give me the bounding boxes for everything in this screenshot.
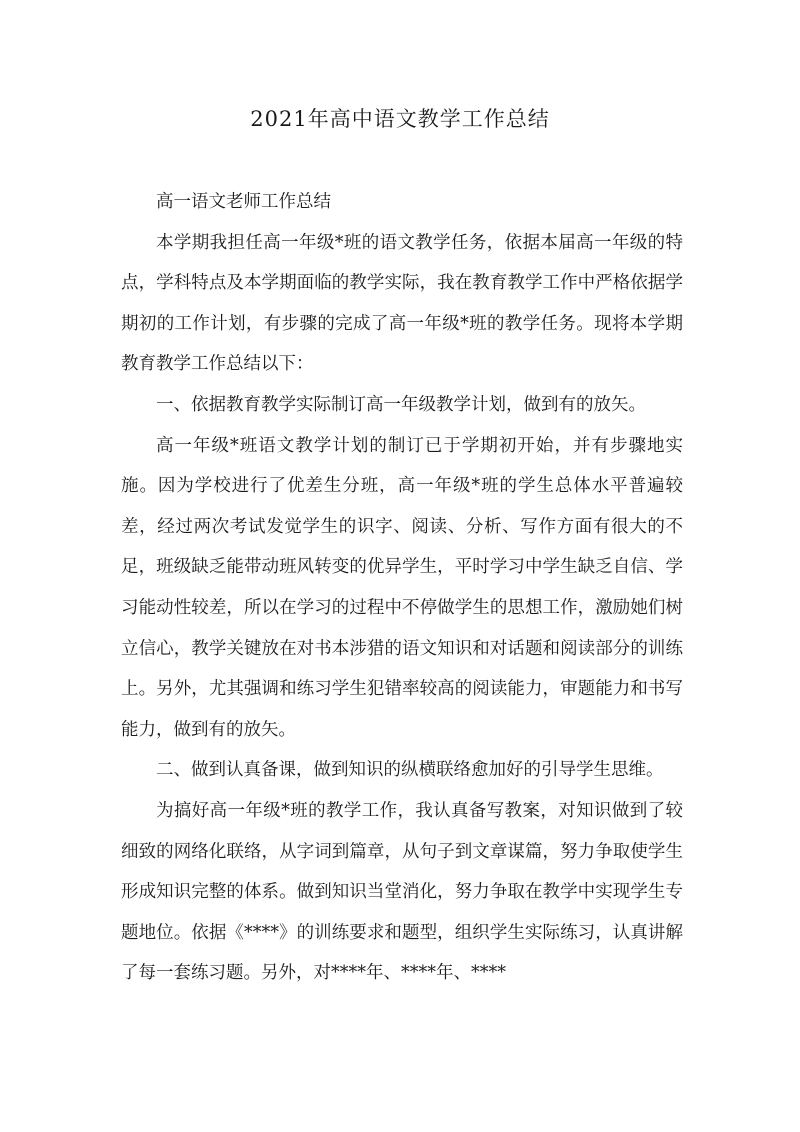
paragraph-subtitle: 高一语文老师工作总结: [156, 192, 331, 212]
document-body: [121, 182, 683, 994]
paragraph-section-2: 为搞好高一年级*班的教学工作，我认真备写教案，对知识做到了较细致的网络化联络，从字词到篇章，从句子到文章谋篇，努力争取使学生形成知识完整的体系。做到知识当堂消化，努力争取在教学中实现学生专题地位。依据《****》的训练要求和题型，组织学生实际练习，认真讲解了每一套练习题。另外，对****年、****年、****: [121, 800, 683, 984]
section-heading-2: 二、做到认真备课，做到知识的纵横联络愈加好的引导学生思维。: [156, 760, 664, 781]
paragraph-intro: 本学期我担任高一年级*班的语文教学任务，依据本届高一年级的特点，学科特点及本学期面临的教学实际，我在教育教学工作中严格依据学期初的工作计划，有步骤的完成了高一年级*班的教学任务。现将本学期教育教学工作总结以下：: [121, 232, 683, 375]
paragraph-section-1: 高一年级*班语文教学计划的制订已于学期初开始，并有步骤地实施。因为学校进行了优差生分班，高一年级*班的学生总体水平普遍较差，经过两次考试发觉学生的识字、阅读、分析、写作方面有很大的不足，班级缺乏能带动班风转变的优异学生，平时学习中学生缺乏自信、学习能动性较差，所以在学习的过程中不停做学生的思想工作，激励她们树立信心，教学关键放在对书本涉猎的语文知识和对话题和阅读部分的训练上。另外，尤其强调和练习学生犯错率较高的阅读能力，审题能力和书写能力，做到有的放矢。: [121, 435, 683, 740]
section-heading-1: 一、依据教育教学实际制订高一年级教学计划，做到有的放矢。: [156, 394, 646, 415]
document-title: 2021年高中语文教学工作总结: [250, 107, 550, 131]
